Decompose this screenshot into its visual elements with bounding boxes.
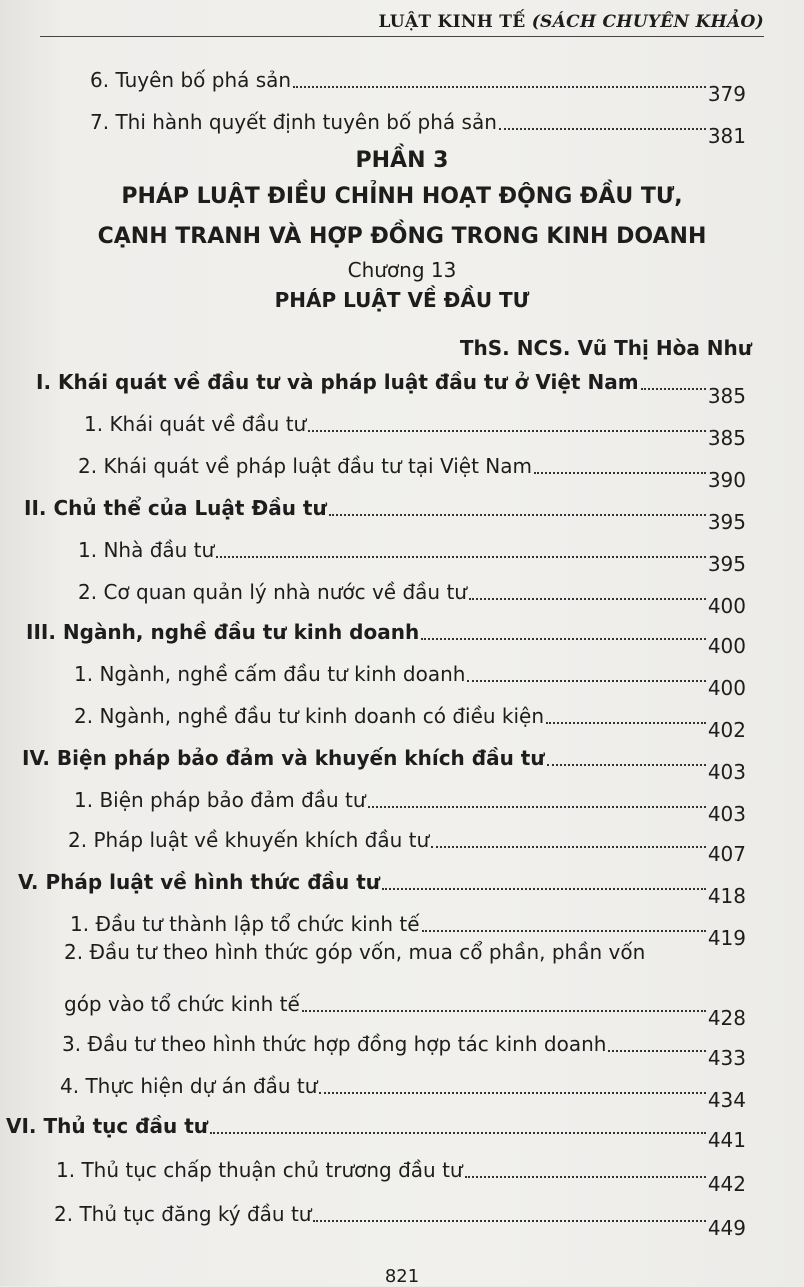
dot-leader: [329, 514, 706, 516]
toc-entry: [78, 582, 746, 616]
toc-entry: [54, 1204, 746, 1238]
toc-entry-page: 400: [707, 634, 746, 658]
toc-entry: [74, 790, 746, 824]
toc-entry-page: 433: [707, 1046, 746, 1070]
toc-entry: [74, 706, 746, 740]
dot-leader: [302, 1010, 706, 1012]
dot-leader: [465, 1176, 706, 1178]
chapter-number: Chương 13: [347, 258, 457, 282]
toc-entry-label: II. Chủ thể của Luật Đầu tư: [24, 496, 327, 520]
toc-section-entry: [24, 498, 746, 532]
toc-entry-page: 403: [707, 760, 746, 784]
toc-entry-page: 407: [707, 842, 746, 866]
toc-section-entry: [22, 748, 746, 782]
dot-leader: [608, 1050, 705, 1052]
toc-entry: [90, 112, 746, 146]
toc-entry: [64, 994, 746, 1028]
part-number: PHẦN 3: [355, 148, 449, 173]
toc-entry-page: 400: [707, 594, 746, 618]
toc-entry: [90, 70, 746, 104]
page-number: 821: [384, 1266, 420, 1287]
dot-leader: [469, 598, 706, 600]
toc-entry-page: 449: [707, 1216, 746, 1240]
toc-entry-page: 400: [707, 676, 746, 700]
toc-entry-label: 1. Biện pháp bảo đảm đầu tư: [74, 788, 366, 812]
dot-leader: [547, 764, 706, 766]
dot-leader: [313, 1220, 705, 1222]
toc-entry-label: I. Khái quát về đầu tư và pháp luật đầu tư ở Việt Nam: [36, 370, 639, 394]
dot-leader: [641, 388, 706, 390]
toc-entry-label: V. Pháp luật về hình thức đầu tư: [18, 870, 381, 894]
toc-entry-page: 385: [707, 384, 746, 408]
dot-leader: [382, 888, 706, 890]
dot-leader: [308, 430, 706, 432]
chapter-author: ThS. NCS. Vũ Thị Hòa Như: [459, 336, 752, 360]
toc-entry-label: 1. Nhà đầu tư: [78, 538, 215, 562]
part-title-line1: PHÁP LUẬT ĐIỀU CHỈNH HOẠT ĐỘNG ĐẦU TƯ,: [121, 184, 683, 209]
toc-entry: [78, 456, 746, 490]
toc-entry-label: 2. Ngành, nghề đầu tư kinh doanh có điều kiện: [74, 704, 545, 728]
toc-entry-page: 385: [707, 426, 746, 450]
toc-entry: [84, 414, 746, 448]
toc-entry: [62, 1034, 746, 1068]
toc-entry-page: 395: [707, 552, 746, 576]
toc-entry-page: 418: [707, 884, 746, 908]
toc-entry-page: 442: [707, 1172, 746, 1196]
dot-leader: [499, 128, 706, 130]
toc-entry-label: 1. Thủ tục chấp thuận chủ trương đầu tư: [56, 1158, 463, 1182]
toc-entry-page: 381: [707, 124, 746, 148]
toc-entry-page: 441: [707, 1128, 746, 1152]
dot-leader: [421, 638, 706, 640]
dot-leader: [210, 1132, 706, 1134]
toc-entry-label: 4. Thực hiện dự án đầu tư: [60, 1074, 318, 1098]
toc-entry: [60, 1076, 746, 1110]
toc-entry-label: 1. Ngành, nghề cấm đầu tư kinh doanh: [74, 662, 466, 686]
toc-entry: [74, 664, 746, 698]
dot-leader: [422, 930, 706, 932]
toc-entry: [68, 830, 746, 864]
toc-entry: [78, 540, 746, 574]
toc-entry-page: 379: [707, 82, 746, 106]
toc-entry-label: 1. Đầu tư thành lập tổ chức kinh tế: [70, 912, 420, 936]
toc-entry-label: 2. Khái quát về pháp luật đầu tư tại Việt Nam: [78, 454, 532, 478]
dot-leader: [368, 806, 706, 808]
toc-entry-label: 2. Thủ tục đăng ký đầu tư: [54, 1202, 312, 1226]
toc-entry-label: góp vào tổ chức kinh tế: [64, 992, 300, 1016]
toc-entry-label: VI. Thủ tục đầu tư: [6, 1114, 208, 1138]
toc-entry-label: 7. Thi hành quyết định tuyên bố phá sản: [90, 110, 497, 134]
toc-entry-label: 1. Khái quát về đầu tư: [84, 412, 307, 436]
dot-leader: [293, 86, 706, 88]
toc-section-entry: [6, 1116, 746, 1150]
dot-leader: [216, 556, 706, 558]
toc-entry-label: 2. Pháp luật về khuyến khích đầu tư: [68, 828, 430, 852]
dot-leader: [546, 722, 706, 724]
toc-section-entry: [18, 872, 746, 906]
running-head: [40, 6, 764, 37]
toc-entry-page: 402: [707, 718, 746, 742]
dot-leader: [319, 1092, 705, 1094]
toc-entry-page: 419: [707, 926, 746, 950]
toc-entry-page: 434: [707, 1088, 746, 1112]
toc-entry-label: 3. Đầu tư theo hình thức hợp đồng hợp tác kinh doanh: [62, 1032, 607, 1056]
dot-leader: [467, 680, 705, 682]
toc-entry-label: IV. Biện pháp bảo đảm và khuyến khích đầu tư: [22, 746, 545, 770]
toc-entry-page: 428: [707, 1006, 746, 1030]
dot-leader: [431, 846, 706, 848]
toc-section-entry: [26, 622, 746, 656]
toc-entry-page: 403: [707, 802, 746, 826]
toc-entry-page: 390: [707, 468, 746, 492]
chapter-title: PHÁP LUẬT VỀ ĐẦU TƯ: [274, 288, 530, 312]
toc-entry-label: III. Ngành, nghề đầu tư kinh doanh: [26, 620, 420, 644]
running-head-title: LUẬT KINH TẾ (SÁCH CHUYÊN KHẢO): [378, 12, 764, 32]
toc-section-entry: [36, 372, 746, 406]
toc-entry: [56, 1160, 746, 1194]
part-title-line2: CẠNH TRANH VÀ HỢP ĐỒNG TRONG KINH DOANH: [97, 224, 707, 249]
toc-entry-page: 395: [707, 510, 746, 534]
toc-entry-label: 2. Đầu tư theo hình thức góp vốn, mua cổ phần, phần vốn: [64, 940, 646, 964]
toc-entry-label: 6. Tuyên bố phá sản: [90, 68, 292, 92]
dot-leader: [534, 472, 706, 474]
toc-entry-label: 2. Cơ quan quản lý nhà nước về đầu tư: [78, 580, 467, 604]
